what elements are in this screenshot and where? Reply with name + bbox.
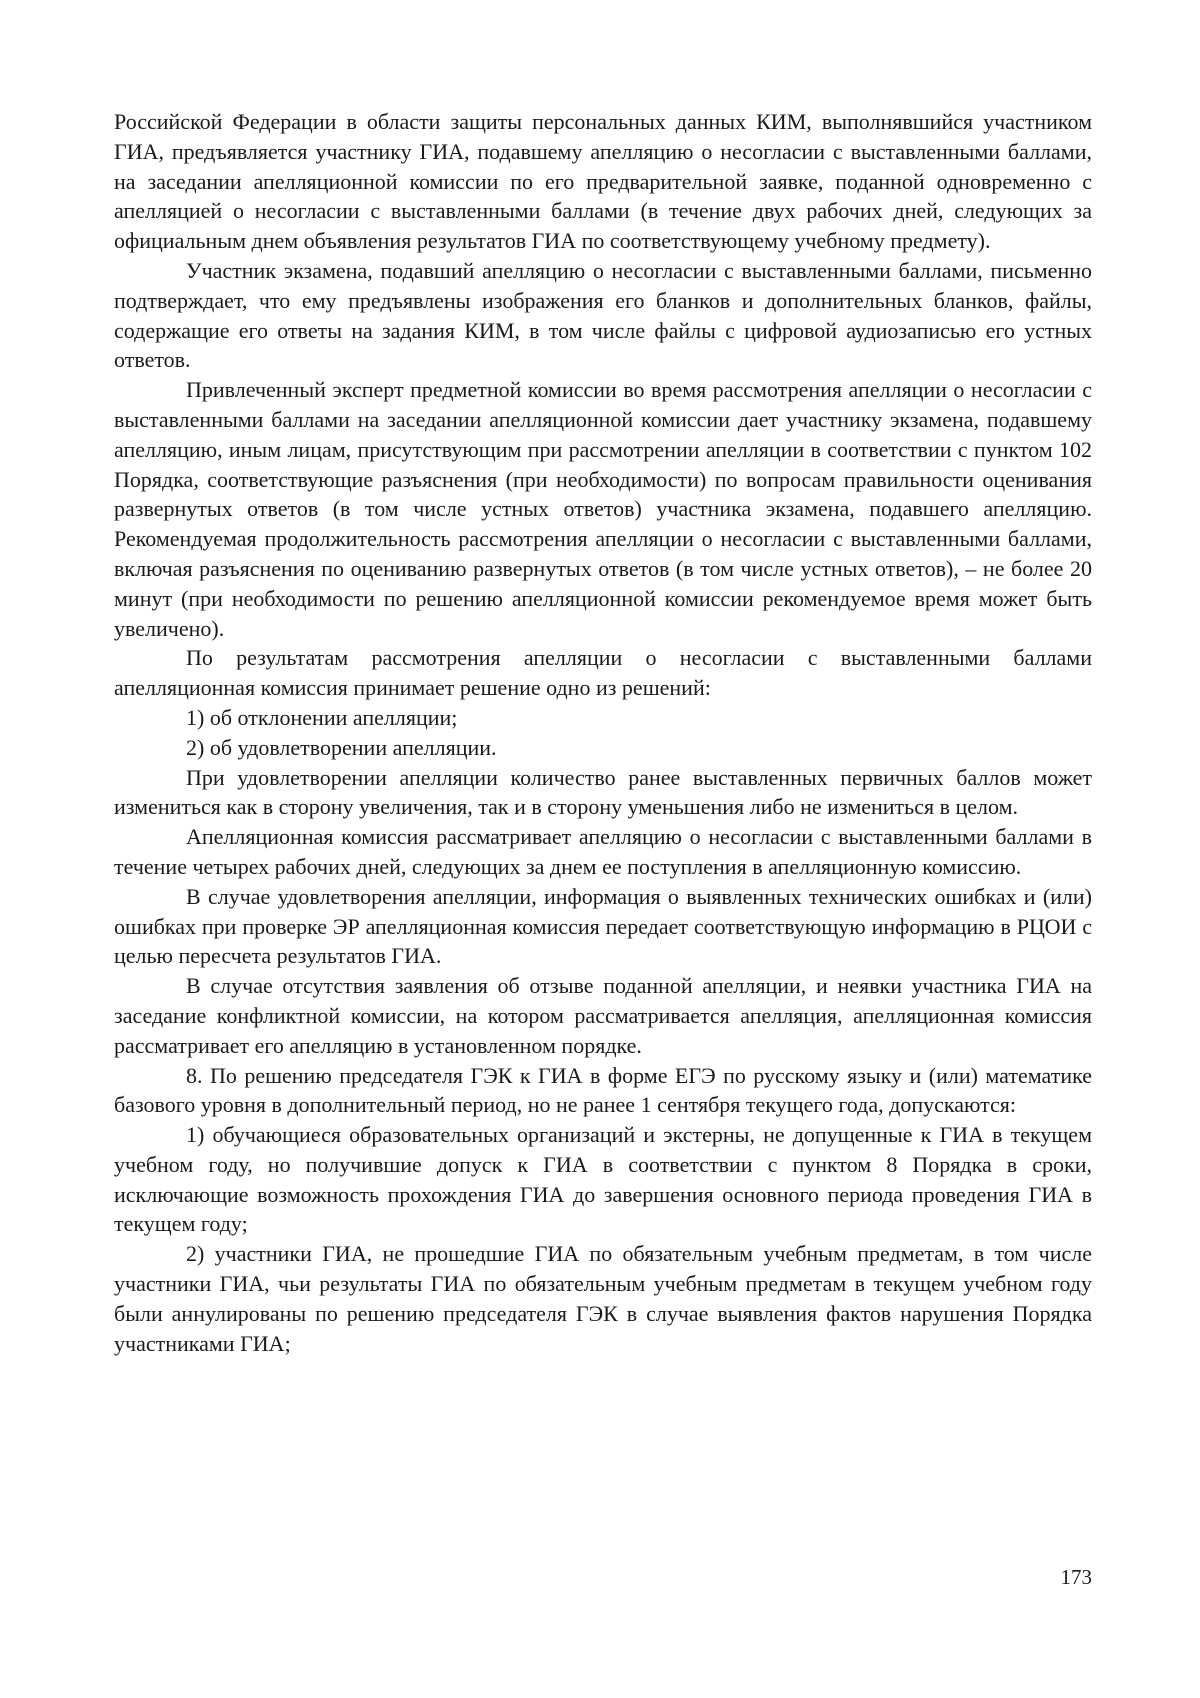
- list-item: 1) обучающиеся образовательных организаций и экстерны, не допущенные к ГИА в текущем учебном году, но получившие допуск к ГИА в соответствии с пунктом 8 Порядка в сроки, исключающие возможность прохождения ГИА до завершения основного периода проведения ГИА в текущем году;: [114, 1122, 1092, 1237]
- list-item: 2) участники ГИА, не прошедшие ГИА по обязательным учебным предметам, в том числе участники ГИА, чьи результаты ГИА по обязательным учебным предметам в текущем учебном году были аннулированы по решению председателя ГЭК в случае выявления фактов нарушения Порядка участниками ГИА;: [114, 1241, 1092, 1356]
- paragraph: Участник экзамена, подавший апелляцию о несогласии с выставленными баллами, письменно подтверждает, что ему предъявлены изображения его бланков и дополнительных бланков, файлы, содержащие его ответы на задания КИМ, в том числе файлы с цифровой аудиозаписью его устных ответов.: [114, 257, 1092, 373]
- paragraph: При удовлетворении апелляции количество ранее выставленных первичных баллов может измениться как в сторону увеличения, так и в сторону уменьшения либо не измениться в целом.: [114, 764, 1092, 820]
- list-item: 2) об удовлетворении апелляции.: [186, 734, 497, 760]
- list-item: 1) об отклонении апелляции;: [186, 704, 458, 730]
- paragraph: Привлеченный эксперт предметной комиссии во время рассмотрения апелляции о несогласии с выставленными баллами на заседании апелляционной комиссии дает участнику экзамена, подавшему апелляцию, иным лицам, присутствующим при рассмотрении апелляции в соответствии с пунктом 102 Порядка, соответствующие разъяснения (при необходимости) по вопросам правильности оценивания развернутых ответов (в том числе устных ответов) участника экзамена, подавшего апелляцию. Рекомендуемая продолжительность рассмотрения апелляции о несогласии с выставленными баллами, включая разъяснения по оцениванию развернутых ответов (в том числе устных ответов), – не более 20 минут (при необходимости по решению апелляционной комиссии рекомендуемое время может быть увеличено).: [114, 377, 1092, 641]
- document-body: [114, 107, 1092, 1358]
- paragraph: Апелляционная комиссия рассматривает апелляцию о несогласии с выставленными баллами в течение четырех рабочих дней, следующих за днем ее поступления в апелляционную комиссию.: [114, 824, 1092, 879]
- paragraph: В случае отсутствия заявления об отзыве поданной апелляции, и неявки участника ГИА на заседание конфликтной комиссии, на котором рассматривается апелляция, апелляционная комиссия рассматривает его апелляцию в установленном порядке.: [114, 973, 1092, 1058]
- paragraph: По результатам рассмотрения апелляции о несогласии с выставленными баллами апелляционная комиссия принимает решение одно из решений:: [114, 645, 1092, 701]
- page-number: 173: [1060, 1565, 1092, 1589]
- numbered-clause: 8. По решению председателя ГЭК к ГИА в форме ЕГЭ по русскому языку и (или) математике базового уровня в дополнительный период, но не ранее 1 сентября текущего года, допускаются:: [114, 1062, 1092, 1118]
- paragraph: В случае удовлетворения апелляции, информация о выявленных технических ошибках и (или) ошибках при проверке ЭР апелляционная комиссия передает соответствующую информацию в РЦОИ с целью пересчета результатов ГИА.: [114, 883, 1092, 969]
- paragraph-continuation: Российской Федерации в области защиты персональных данных КИМ, выполнявшийся участником ГИА, предъявляется участнику ГИА, подавшему апелляцию о несогласии с выставленными баллами, на заседании апелляционной комиссии по его предварительной заявке, поданной одновременно с апелляцией о несогласии с выставленными баллами (в течение двух рабочих дней, следующих за официальным днем объявления результатов ГИА по соответствующему учебному предмету).: [114, 109, 1092, 254]
